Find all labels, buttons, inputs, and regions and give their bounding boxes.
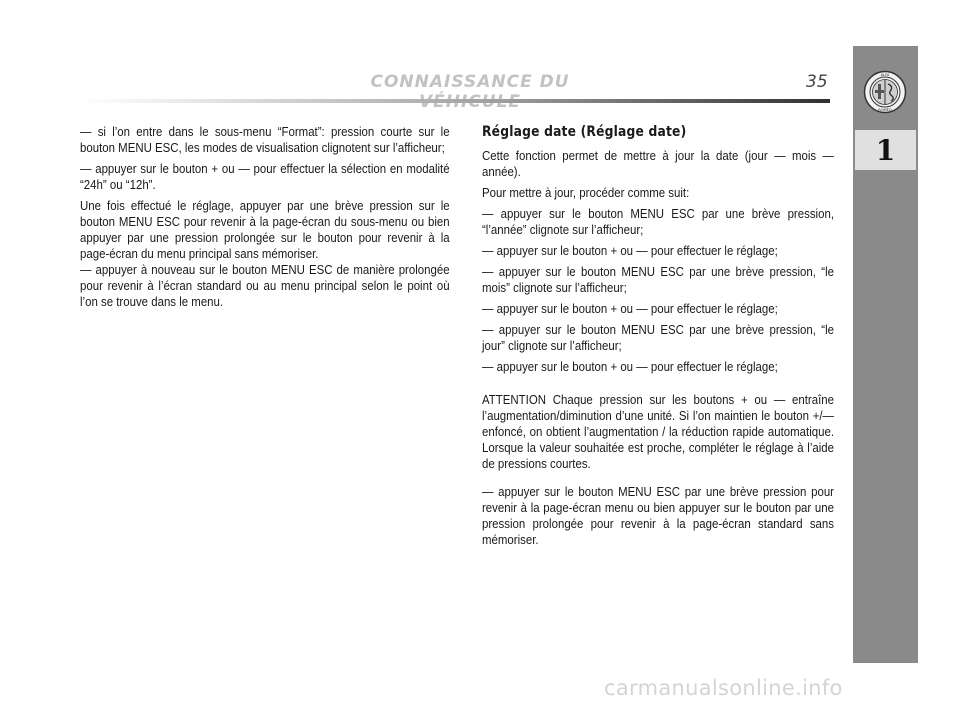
- svg-text:ALFA: ALFA: [880, 73, 890, 78]
- header-rule: [80, 99, 830, 103]
- section-title: CONNAISSANCE DU: [370, 72, 570, 92]
- paragraph: — appuyer sur le bouton + ou — pour effectuer la sélection en modalité “24h” ou “12h”.: [80, 161, 450, 192]
- paragraph: — appuyer sur le bouton + ou — pour effectuer le réglage;: [482, 243, 778, 258]
- paragraph: Pour mettre à jour, procéder comme suit:: [482, 185, 690, 200]
- paragraph: — appuyer sur le bouton MENU ESC par une brève pression, “le mois” clignote sur l’afficheur;: [482, 264, 834, 295]
- spacer: [482, 380, 834, 392]
- chapter-number: 1: [855, 130, 916, 170]
- attention-note: ATTENTION Chaque pression sur les boutons + ou — entraîne l’augmentation/diminution d’une unité. Si l’on maintien le bouton +/— enfoncé, on obtient l’augmentation / la réduction rapide automatique. Lorsque la valeur souhaitée est proche, compléter le réglage à l’aide de pressions courtes.: [482, 392, 834, 471]
- paragraph: — appuyer sur le bouton + ou — pour effectuer le réglage;: [482, 359, 778, 374]
- paragraph: — appuyer à nouveau sur le bouton MENU ESC de manière prolongée pour revenir à l’écran standard ou au menu principal selon le point où l’on se trouve dans le menu.: [80, 262, 450, 309]
- paragraph: Cette fonction permet de mettre à jour la date (jour — mois — année).: [482, 148, 834, 179]
- paragraph: — appuyer sur le bouton MENU ESC par une brève pression pour revenir à la page-écran menu ou bien appuyer sur le bouton par une pression prolongée pour revenir à la page-écran standard sans mémoriser.: [482, 484, 834, 547]
- paragraph: — appuyer sur le bouton + ou — pour effectuer le réglage;: [482, 301, 778, 316]
- right-column: [482, 124, 834, 548]
- paragraph: — si l’on entre dans le sous-menu “Format”: pression courte sur le bouton MENU ESC, les modes de visualisation clignotent sur l’afficheur;: [80, 124, 450, 155]
- paragraph: Une fois effectué le réglage, appuyer par une brève pression sur le bouton MENU ESC pour revenir à la page-écran du sous-menu ou bien appuyer par une pression prolongée sur le bouton pour revenir à la page-écran du menu principal sans mémoriser.: [80, 198, 450, 261]
- svg-text:ROMEO: ROMEO: [878, 108, 892, 112]
- paragraph: — appuyer sur le bouton MENU ESC par une brève pression, “l’année” clignote sur l’afficheur;: [482, 206, 834, 237]
- section-heading: Réglage date (Réglage date): [482, 124, 687, 140]
- left-column: [80, 124, 450, 315]
- spacer: [482, 472, 834, 484]
- paragraph: — appuyer sur le bouton MENU ESC par une brève pression, “le jour” clignote sur l’afficheur;: [482, 322, 834, 353]
- watermark: carmanualsonline.info: [604, 676, 843, 700]
- page-number: 35: [806, 72, 828, 92]
- alfa-romeo-badge-icon: [863, 70, 907, 114]
